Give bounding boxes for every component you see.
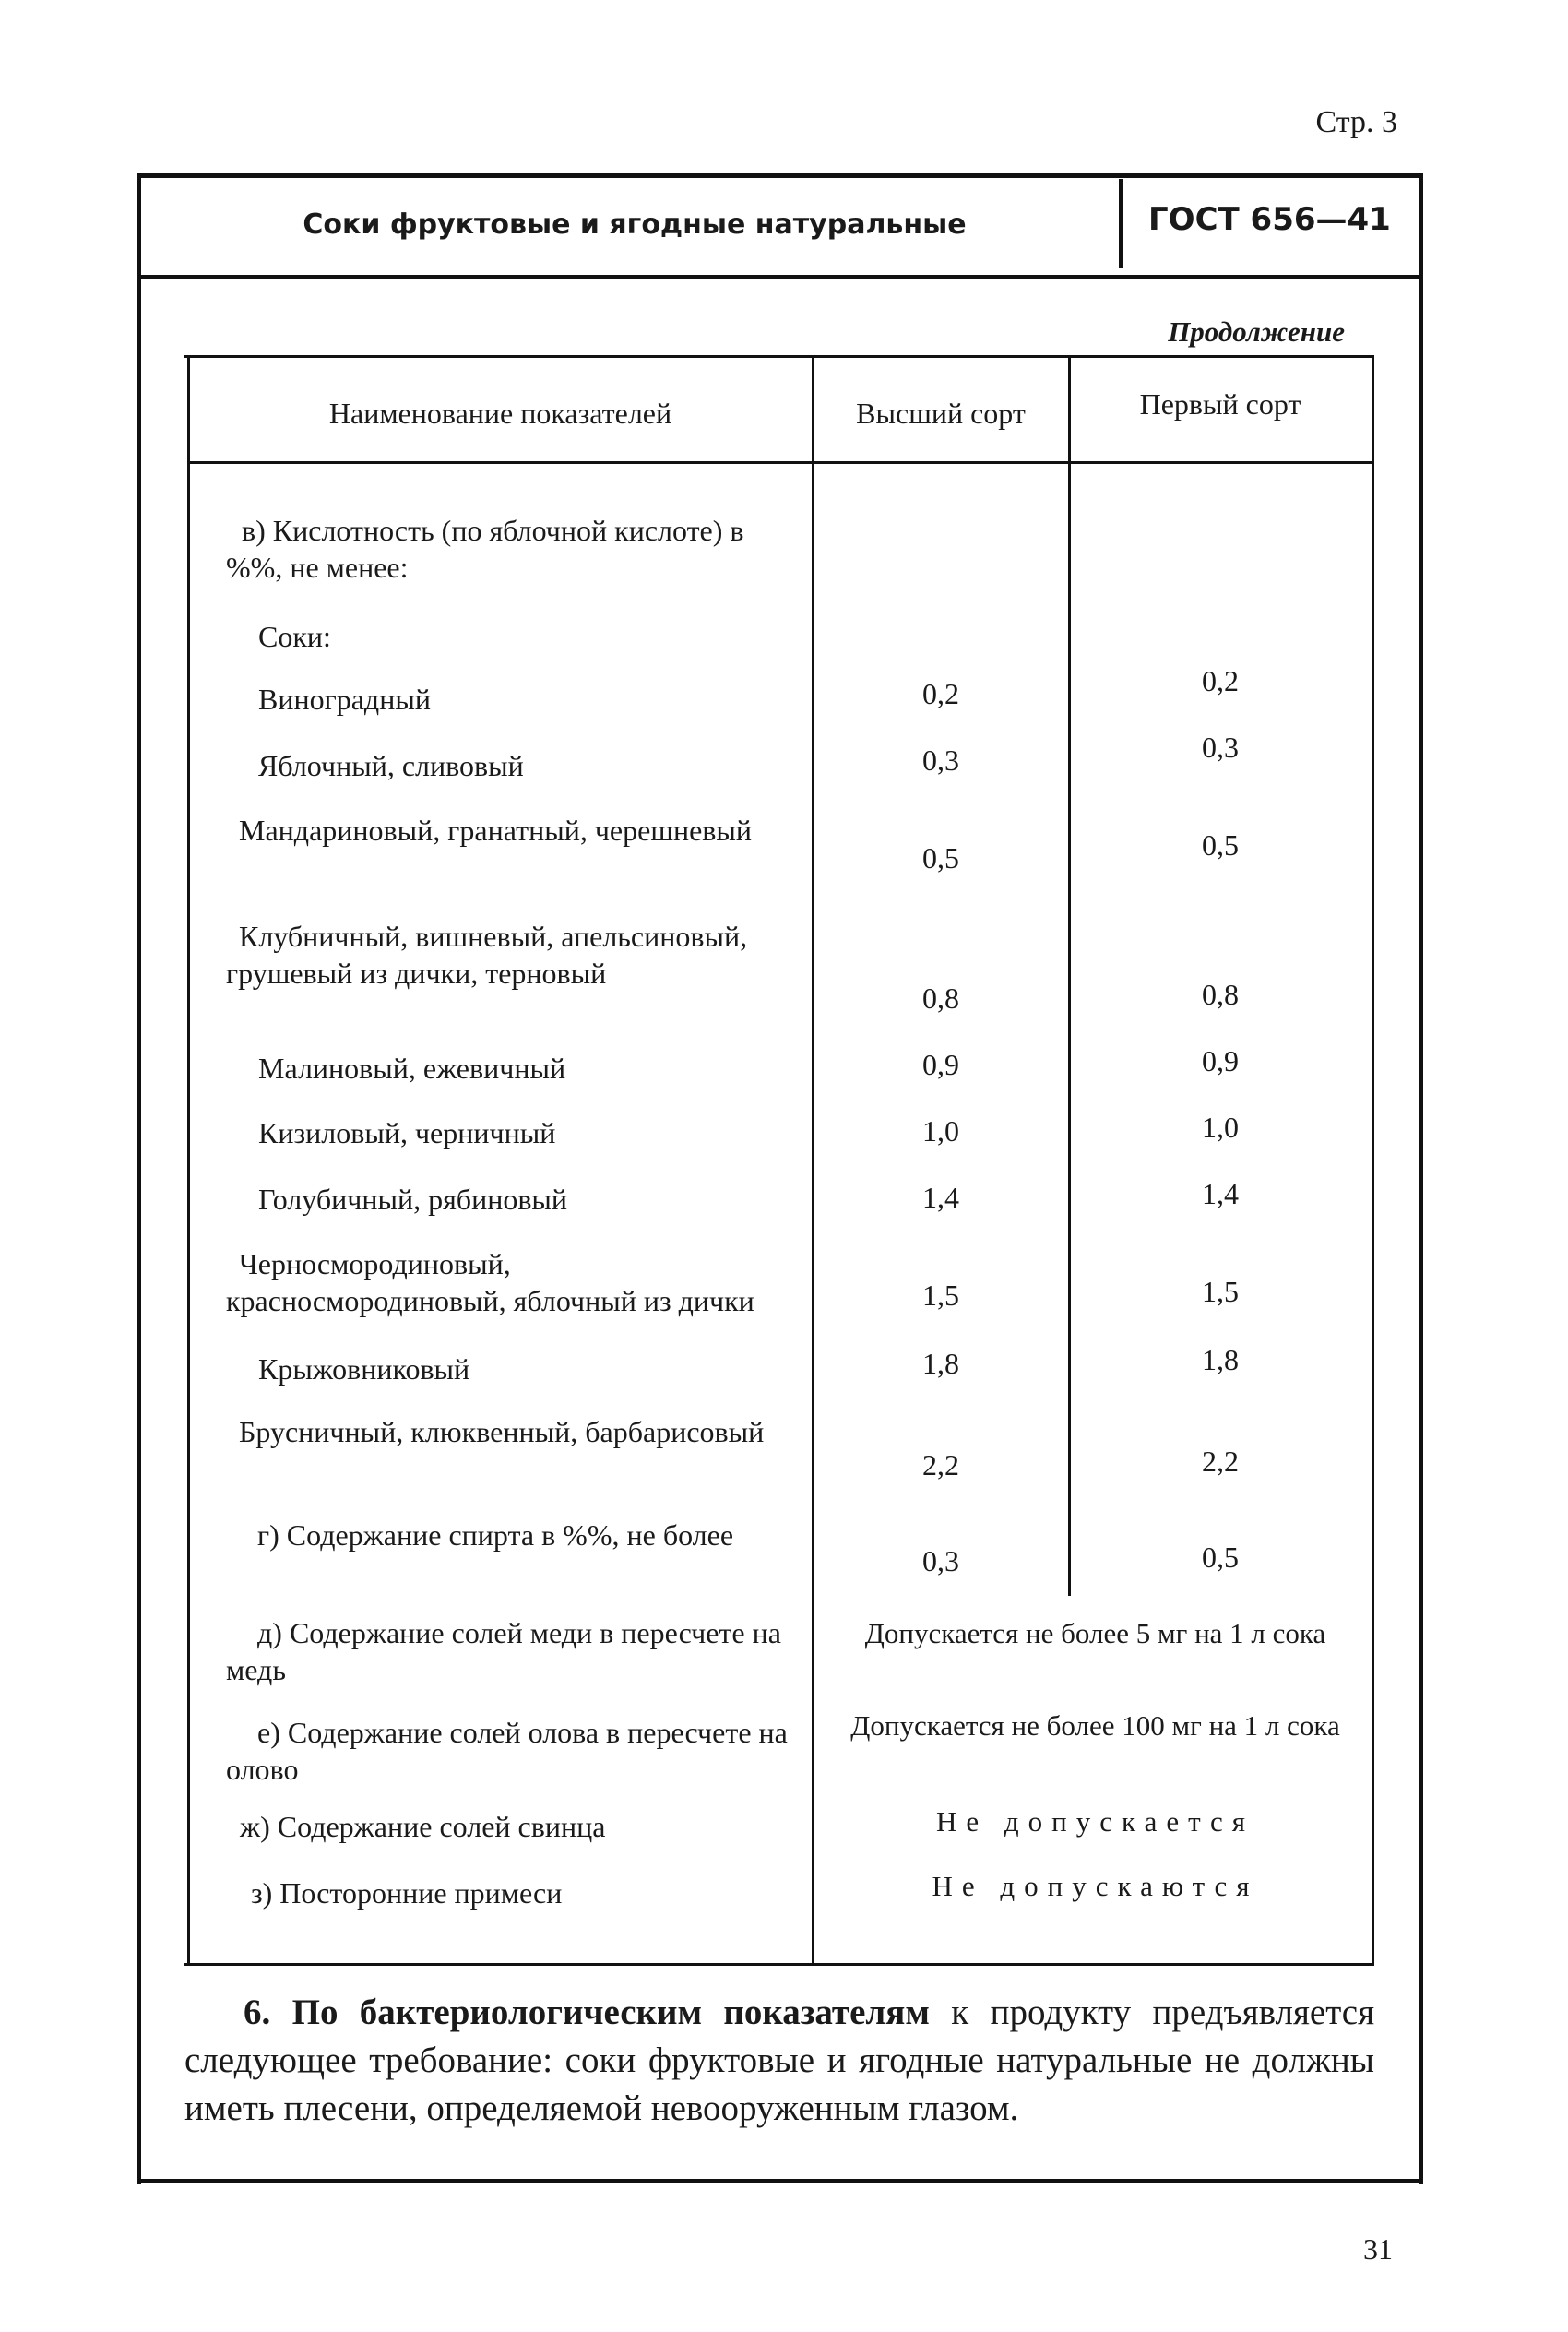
paragraph-number: 6. xyxy=(244,1993,271,2032)
table-bottom-rule xyxy=(184,1963,1374,1966)
table-divider-1 xyxy=(812,355,814,1965)
table-row-label: Голубичный, рябиновый xyxy=(258,1183,568,1216)
column-header-top-grade: Высший сорт xyxy=(856,397,1026,430)
table-row-label: Клубничный, вишневый, апельсиновый, грушевый из дички, терновый xyxy=(226,920,748,990)
table-cell-top-grade: 0,9 xyxy=(922,1048,959,1081)
continued-label: Продолжение xyxy=(1168,315,1345,348)
table-cell-top-grade: 1,8 xyxy=(922,1347,959,1380)
paragraph-lead: По бактериологическим показателям xyxy=(291,1993,930,2032)
table-cell-first-grade: 2,2 xyxy=(1202,1445,1239,1478)
page-number: 31 xyxy=(1363,2232,1393,2266)
column-header-first-grade: Первый сорт xyxy=(1139,387,1301,421)
table-cell-merged: Допускается не более 100 мг на 1 л сока xyxy=(850,1709,1340,1742)
table-cell-first-grade: 1,0 xyxy=(1202,1111,1239,1144)
table-row-label: з) Посторонние примеси xyxy=(251,1876,563,1910)
table-cell-first-grade: 1,4 xyxy=(1202,1177,1239,1210)
table-row-label: Кизиловый, черничный xyxy=(258,1116,556,1149)
table-row-label: Яблочный, сливовый xyxy=(258,749,524,782)
table-cell-top-grade: 2,2 xyxy=(922,1448,959,1481)
table-cell-top-grade: 1,4 xyxy=(922,1181,959,1214)
table-left-rule xyxy=(187,355,190,1965)
table-row-label: г) Содержание спирта в %%, не более xyxy=(257,1518,734,1552)
header-divider xyxy=(1119,179,1123,268)
table-cell-first-grade: 0,8 xyxy=(1202,978,1239,1011)
document-title: Соки фруктовые и ягодные натуральные xyxy=(303,208,967,241)
table-row-label: Виноградный xyxy=(258,683,431,716)
table-row-label: Мандариновый, гранатный, черешневый xyxy=(239,814,753,847)
table-cell-top-grade: 0,8 xyxy=(922,982,959,1015)
paragraph-text: к продукту предъявляется следующее требование: соки фруктовые и ягодные натуральные не должны иметь плесени, определяемой невооруженным глазом. xyxy=(184,1993,1375,2128)
table-header-rule xyxy=(190,461,1372,464)
table-right-rule xyxy=(1372,355,1374,1965)
table-cell-top-grade: 1,5 xyxy=(922,1279,959,1312)
table-cell-top-grade: 0,3 xyxy=(922,1544,959,1577)
table-cell-merged: Допускается не более 5 мг на 1 л сока xyxy=(864,1617,1326,1649)
table-cell-first-grade: 0,3 xyxy=(1202,731,1239,764)
table-cell-first-grade: 0,5 xyxy=(1202,1541,1239,1574)
frame-left-rule xyxy=(137,173,141,2184)
column-header-name: Наименование показателей xyxy=(328,397,672,430)
table-divider-2 xyxy=(1068,355,1071,1596)
header-bottom-rule xyxy=(138,275,1422,279)
table-top-rule xyxy=(184,355,1374,358)
table-row-label: д) Содержание солей меди в пересчете на медь xyxy=(226,1616,781,1686)
page-label: Стр. 3 xyxy=(1315,105,1397,139)
frame-right-rule xyxy=(1419,173,1423,2184)
table-row-label: Соки: xyxy=(258,620,331,653)
table-row-label: е) Содержание солей олова в пересчете на олово xyxy=(226,1716,788,1786)
table-cell-first-grade: 1,8 xyxy=(1202,1343,1239,1376)
table-cell-first-grade: 0,2 xyxy=(1202,664,1239,697)
frame-bottom-rule xyxy=(138,2179,1422,2183)
table-row-label: Брусничный, клюквенный, барбарисовый xyxy=(239,1415,765,1448)
table-row-label: ж) Содержание солей свинца xyxy=(240,1810,606,1843)
table-cell-top-grade: 0,3 xyxy=(922,744,959,777)
table-cell-merged: Не допускается xyxy=(935,1805,1255,1838)
table-cell-first-grade: 0,5 xyxy=(1202,828,1239,862)
table-cell-merged: Не допускаются xyxy=(932,1870,1259,1902)
table-cell-first-grade: 0,9 xyxy=(1202,1044,1239,1077)
table-cell-top-grade: 0,5 xyxy=(922,841,959,874)
table-row-label: в) Кислотность (по яблочной кислоте) в %%, не менее: xyxy=(226,514,744,584)
frame-top-rule xyxy=(138,173,1422,178)
table-cell-top-grade: 0,2 xyxy=(922,677,959,710)
table-row-label: Крыжовниковый xyxy=(258,1352,470,1386)
table-cell-top-grade: 1,0 xyxy=(922,1114,959,1148)
table-row-label: Черносмородиновый, красносмородиновый, яблочный из дички xyxy=(226,1247,754,1317)
table-row-label: Малиновый, ежевичный xyxy=(258,1052,566,1085)
table-cell-first-grade: 1,5 xyxy=(1202,1275,1239,1308)
paragraph-6 xyxy=(184,1989,1374,2133)
standard-code: ГОСТ 656—41 xyxy=(1148,201,1391,238)
